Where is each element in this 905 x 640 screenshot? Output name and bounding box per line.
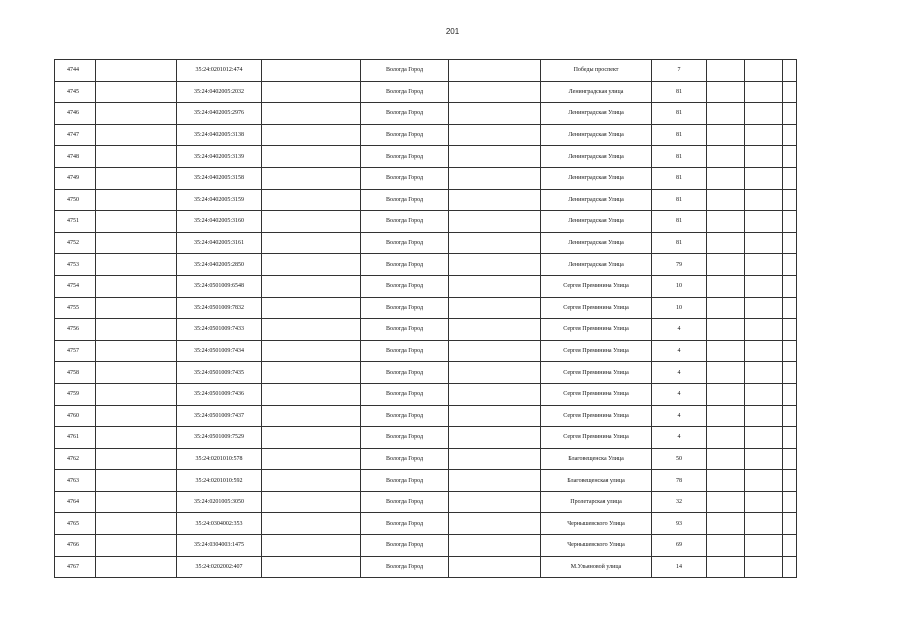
house-number-cell: 10 bbox=[652, 275, 707, 297]
locality-cell: Вологда Город bbox=[361, 556, 449, 578]
cadastral-number-cell: 35:24:0402005:3158 bbox=[177, 167, 262, 189]
cadastral-number-cell: 35:24:0501009:7832 bbox=[177, 297, 262, 319]
empty-cell bbox=[449, 167, 541, 189]
empty-cell bbox=[262, 211, 361, 233]
record-number-cell: 4759 bbox=[55, 383, 96, 405]
street-cell: Ленинградская Улица bbox=[541, 189, 652, 211]
record-number-cell: 4754 bbox=[55, 275, 96, 297]
empty-cell bbox=[96, 146, 177, 168]
empty-cell bbox=[783, 167, 797, 189]
empty-cell bbox=[96, 319, 177, 341]
empty-cell bbox=[262, 491, 361, 513]
empty-cell bbox=[745, 297, 783, 319]
empty-cell bbox=[783, 254, 797, 276]
empty-cell bbox=[707, 319, 745, 341]
locality-cell: Вологда Город bbox=[361, 189, 449, 211]
record-number-cell: 4750 bbox=[55, 189, 96, 211]
record-number-cell: 4745 bbox=[55, 81, 96, 103]
empty-cell bbox=[96, 167, 177, 189]
empty-cell bbox=[96, 103, 177, 125]
record-number-cell: 4748 bbox=[55, 146, 96, 168]
empty-cell bbox=[707, 297, 745, 319]
table-row bbox=[55, 189, 797, 211]
empty-cell bbox=[262, 470, 361, 492]
locality-cell: Вологда Город bbox=[361, 232, 449, 254]
record-number-cell: 4767 bbox=[55, 556, 96, 578]
empty-cell bbox=[449, 448, 541, 470]
empty-cell bbox=[745, 491, 783, 513]
record-number-cell: 4749 bbox=[55, 167, 96, 189]
street-cell: Пролетарская улица bbox=[541, 491, 652, 513]
table-row bbox=[55, 535, 797, 557]
empty-cell bbox=[96, 275, 177, 297]
empty-cell bbox=[745, 383, 783, 405]
empty-cell bbox=[449, 535, 541, 557]
empty-cell bbox=[262, 81, 361, 103]
empty-cell bbox=[449, 232, 541, 254]
empty-cell bbox=[707, 383, 745, 405]
locality-cell: Вологда Город bbox=[361, 60, 449, 82]
empty-cell bbox=[449, 124, 541, 146]
empty-cell bbox=[745, 232, 783, 254]
empty-cell bbox=[707, 556, 745, 578]
empty-cell bbox=[96, 448, 177, 470]
street-cell: Ленинградская Улица bbox=[541, 146, 652, 168]
house-number-cell: 81 bbox=[652, 167, 707, 189]
empty-cell bbox=[449, 81, 541, 103]
empty-cell bbox=[707, 405, 745, 427]
empty-cell bbox=[262, 254, 361, 276]
street-cell: Ленинградская Улица bbox=[541, 124, 652, 146]
table-row bbox=[55, 211, 797, 233]
house-number-cell: 81 bbox=[652, 81, 707, 103]
empty-cell bbox=[262, 427, 361, 449]
cadastral-number-cell: 35:24:0402005:2032 bbox=[177, 81, 262, 103]
empty-cell bbox=[96, 427, 177, 449]
cadastral-number-cell: 35:24:0501009:7434 bbox=[177, 340, 262, 362]
record-number-cell: 4766 bbox=[55, 535, 96, 557]
empty-cell bbox=[707, 232, 745, 254]
empty-cell bbox=[783, 124, 797, 146]
empty-cell bbox=[707, 211, 745, 233]
empty-cell bbox=[262, 103, 361, 125]
empty-cell bbox=[262, 146, 361, 168]
cadastral-number-cell: 35:24:0201005:3050 bbox=[177, 491, 262, 513]
locality-cell: Вологда Город bbox=[361, 146, 449, 168]
table-row bbox=[55, 275, 797, 297]
locality-cell: Вологда Город bbox=[361, 103, 449, 125]
cadastral-number-cell: 35:24:0501009:7433 bbox=[177, 319, 262, 341]
empty-cell bbox=[96, 513, 177, 535]
locality-cell: Вологда Город bbox=[361, 211, 449, 233]
empty-cell bbox=[707, 340, 745, 362]
empty-cell bbox=[449, 319, 541, 341]
table-row bbox=[55, 556, 797, 578]
record-number-cell: 4755 bbox=[55, 297, 96, 319]
empty-cell bbox=[707, 448, 745, 470]
street-cell: Ленинградская Улица bbox=[541, 167, 652, 189]
empty-cell bbox=[783, 448, 797, 470]
empty-cell bbox=[262, 189, 361, 211]
locality-cell: Вологда Город bbox=[361, 405, 449, 427]
empty-cell bbox=[783, 362, 797, 384]
table-body bbox=[55, 60, 797, 578]
empty-cell bbox=[449, 556, 541, 578]
empty-cell bbox=[783, 405, 797, 427]
empty-cell bbox=[707, 124, 745, 146]
empty-cell bbox=[745, 254, 783, 276]
cadastral-number-cell: 35:24:0501009:6548 bbox=[177, 275, 262, 297]
empty-cell bbox=[745, 405, 783, 427]
empty-cell bbox=[262, 60, 361, 82]
empty-cell bbox=[707, 362, 745, 384]
locality-cell: Вологда Город bbox=[361, 124, 449, 146]
empty-cell bbox=[707, 167, 745, 189]
locality-cell: Вологда Город bbox=[361, 319, 449, 341]
record-number-cell: 4744 bbox=[55, 60, 96, 82]
cadastral-number-cell: 35:24:0402005:3161 bbox=[177, 232, 262, 254]
cadastral-number-cell: 35:24:0402005:3138 bbox=[177, 124, 262, 146]
record-number-cell: 4757 bbox=[55, 340, 96, 362]
empty-cell bbox=[96, 232, 177, 254]
table-row bbox=[55, 60, 797, 82]
empty-cell bbox=[449, 103, 541, 125]
cadastral-number-cell: 35:24:0402005:2850 bbox=[177, 254, 262, 276]
house-number-cell: 81 bbox=[652, 232, 707, 254]
street-cell: Ленинградская Улица bbox=[541, 103, 652, 125]
empty-cell bbox=[783, 535, 797, 557]
house-number-cell: 81 bbox=[652, 124, 707, 146]
table-row bbox=[55, 513, 797, 535]
empty-cell bbox=[96, 124, 177, 146]
cadastral-number-cell: 35:24:0402005:3139 bbox=[177, 146, 262, 168]
house-number-cell: 81 bbox=[652, 189, 707, 211]
street-cell: М.Ульяновой улица bbox=[541, 556, 652, 578]
street-cell: Чернышевского Улица bbox=[541, 535, 652, 557]
locality-cell: Вологда Город bbox=[361, 340, 449, 362]
empty-cell bbox=[96, 470, 177, 492]
empty-cell bbox=[96, 340, 177, 362]
street-cell: Сергея Преминина Улица bbox=[541, 362, 652, 384]
table-row bbox=[55, 232, 797, 254]
house-number-cell: 32 bbox=[652, 491, 707, 513]
house-number-cell: 10 bbox=[652, 297, 707, 319]
locality-cell: Вологда Город bbox=[361, 535, 449, 557]
empty-cell bbox=[262, 383, 361, 405]
house-number-cell: 81 bbox=[652, 103, 707, 125]
street-cell: Благовещенская улица bbox=[541, 470, 652, 492]
empty-cell bbox=[262, 319, 361, 341]
empty-cell bbox=[96, 362, 177, 384]
empty-cell bbox=[262, 362, 361, 384]
empty-cell bbox=[96, 491, 177, 513]
empty-cell bbox=[262, 340, 361, 362]
empty-cell bbox=[449, 60, 541, 82]
empty-cell bbox=[449, 405, 541, 427]
house-number-cell: 78 bbox=[652, 470, 707, 492]
empty-cell bbox=[783, 103, 797, 125]
empty-cell bbox=[262, 297, 361, 319]
house-number-cell: 4 bbox=[652, 362, 707, 384]
empty-cell bbox=[783, 470, 797, 492]
empty-cell bbox=[262, 167, 361, 189]
empty-cell bbox=[96, 405, 177, 427]
street-cell: Чернышевского Улица bbox=[541, 513, 652, 535]
empty-cell bbox=[745, 189, 783, 211]
cadastral-number-cell: 35:24:0501009:7437 bbox=[177, 405, 262, 427]
table-row bbox=[55, 427, 797, 449]
house-number-cell: 81 bbox=[652, 211, 707, 233]
empty-cell bbox=[783, 275, 797, 297]
table-row bbox=[55, 383, 797, 405]
empty-cell bbox=[96, 211, 177, 233]
empty-cell bbox=[783, 427, 797, 449]
cadastral-number-cell: 35:24:0201010:578 bbox=[177, 448, 262, 470]
table-row bbox=[55, 362, 797, 384]
record-number-cell: 4756 bbox=[55, 319, 96, 341]
record-number-cell: 4746 bbox=[55, 103, 96, 125]
empty-cell bbox=[262, 405, 361, 427]
empty-cell bbox=[707, 103, 745, 125]
page-number: 201 bbox=[445, 27, 460, 36]
empty-cell bbox=[262, 275, 361, 297]
empty-cell bbox=[449, 470, 541, 492]
cadastral-number-cell: 35:24:0501009:7436 bbox=[177, 383, 262, 405]
street-cell: Ленинградская Улица bbox=[541, 232, 652, 254]
empty-cell bbox=[707, 470, 745, 492]
record-number-cell: 4764 bbox=[55, 491, 96, 513]
street-cell: Сергея Преминина Улица bbox=[541, 405, 652, 427]
cadastral-number-cell: 35:24:0402005:3159 bbox=[177, 189, 262, 211]
street-cell: Сергея Преминина Улица bbox=[541, 319, 652, 341]
empty-cell bbox=[707, 427, 745, 449]
empty-cell bbox=[707, 275, 745, 297]
table-row bbox=[55, 470, 797, 492]
table-row bbox=[55, 340, 797, 362]
empty-cell bbox=[707, 513, 745, 535]
empty-cell bbox=[745, 167, 783, 189]
street-cell: Сергея Преминина Улица bbox=[541, 340, 652, 362]
record-number-cell: 4758 bbox=[55, 362, 96, 384]
locality-cell: Вологда Город bbox=[361, 448, 449, 470]
locality-cell: Вологда Город bbox=[361, 491, 449, 513]
house-number-cell: 93 bbox=[652, 513, 707, 535]
empty-cell bbox=[96, 254, 177, 276]
table-row bbox=[55, 146, 797, 168]
empty-cell bbox=[783, 513, 797, 535]
empty-cell bbox=[707, 535, 745, 557]
empty-cell bbox=[783, 81, 797, 103]
record-number-cell: 4747 bbox=[55, 124, 96, 146]
street-cell: Сергея Преминина Улица bbox=[541, 275, 652, 297]
street-cell: Ленинградская Улица bbox=[541, 254, 652, 276]
empty-cell bbox=[449, 189, 541, 211]
empty-cell bbox=[707, 491, 745, 513]
house-number-cell: 7 bbox=[652, 60, 707, 82]
empty-cell bbox=[707, 189, 745, 211]
empty-cell bbox=[96, 297, 177, 319]
empty-cell bbox=[449, 275, 541, 297]
empty-cell bbox=[745, 427, 783, 449]
empty-cell bbox=[449, 427, 541, 449]
empty-cell bbox=[783, 232, 797, 254]
empty-cell bbox=[262, 535, 361, 557]
street-cell: Сергея Преминина Улица bbox=[541, 383, 652, 405]
empty-cell bbox=[783, 297, 797, 319]
cadastral-number-cell: 35:24:0501009:7435 bbox=[177, 362, 262, 384]
locality-cell: Вологда Город bbox=[361, 513, 449, 535]
empty-cell bbox=[96, 81, 177, 103]
empty-cell bbox=[449, 513, 541, 535]
record-number-cell: 4753 bbox=[55, 254, 96, 276]
table-row bbox=[55, 81, 797, 103]
empty-cell bbox=[262, 232, 361, 254]
empty-cell bbox=[745, 103, 783, 125]
table-row bbox=[55, 319, 797, 341]
empty-cell bbox=[783, 146, 797, 168]
empty-cell bbox=[745, 319, 783, 341]
empty-cell bbox=[707, 254, 745, 276]
empty-cell bbox=[449, 362, 541, 384]
house-number-cell: 4 bbox=[652, 319, 707, 341]
cadastral-number-cell: 35:24:0402005:2976 bbox=[177, 103, 262, 125]
empty-cell bbox=[783, 319, 797, 341]
locality-cell: Вологда Город bbox=[361, 427, 449, 449]
cadastral-number-cell: 35:24:0402005:3160 bbox=[177, 211, 262, 233]
record-number-cell: 4763 bbox=[55, 470, 96, 492]
empty-cell bbox=[449, 340, 541, 362]
empty-cell bbox=[783, 383, 797, 405]
table-row bbox=[55, 491, 797, 513]
house-number-cell: 4 bbox=[652, 427, 707, 449]
house-number-cell: 81 bbox=[652, 146, 707, 168]
empty-cell bbox=[745, 362, 783, 384]
empty-cell bbox=[745, 81, 783, 103]
empty-cell bbox=[745, 211, 783, 233]
empty-cell bbox=[745, 124, 783, 146]
record-number-cell: 4762 bbox=[55, 448, 96, 470]
table-row bbox=[55, 124, 797, 146]
table-row bbox=[55, 405, 797, 427]
empty-cell bbox=[449, 297, 541, 319]
cadastral-number-cell: 35:24:0501009:7529 bbox=[177, 427, 262, 449]
street-cell: Сергея Преминина Улица bbox=[541, 427, 652, 449]
empty-cell bbox=[745, 470, 783, 492]
empty-cell bbox=[783, 491, 797, 513]
street-cell: Победы проспект bbox=[541, 60, 652, 82]
house-number-cell: 4 bbox=[652, 340, 707, 362]
empty-cell bbox=[707, 81, 745, 103]
empty-cell bbox=[449, 491, 541, 513]
street-cell: Ленинградская Улица bbox=[541, 211, 652, 233]
cadastral-number-cell: 35:24:0304002:353 bbox=[177, 513, 262, 535]
table-row bbox=[55, 297, 797, 319]
empty-cell bbox=[745, 535, 783, 557]
empty-cell bbox=[745, 275, 783, 297]
empty-cell bbox=[783, 60, 797, 82]
empty-cell bbox=[783, 211, 797, 233]
record-number-cell: 4760 bbox=[55, 405, 96, 427]
empty-cell bbox=[449, 146, 541, 168]
locality-cell: Вологда Город bbox=[361, 383, 449, 405]
empty-cell bbox=[262, 556, 361, 578]
empty-cell bbox=[449, 211, 541, 233]
empty-cell bbox=[707, 146, 745, 168]
street-cell: Сергея Преминина Улица bbox=[541, 297, 652, 319]
house-number-cell: 14 bbox=[652, 556, 707, 578]
empty-cell bbox=[96, 556, 177, 578]
house-number-cell: 79 bbox=[652, 254, 707, 276]
locality-cell: Вологда Город bbox=[361, 254, 449, 276]
empty-cell bbox=[745, 513, 783, 535]
locality-cell: Вологда Город bbox=[361, 275, 449, 297]
house-number-cell: 69 bbox=[652, 535, 707, 557]
empty-cell bbox=[449, 254, 541, 276]
house-number-cell: 4 bbox=[652, 383, 707, 405]
empty-cell bbox=[745, 60, 783, 82]
cadastral-number-cell: 35:24:0202002:407 bbox=[177, 556, 262, 578]
locality-cell: Вологда Город bbox=[361, 81, 449, 103]
empty-cell bbox=[783, 189, 797, 211]
locality-cell: Вологда Город bbox=[361, 470, 449, 492]
empty-cell bbox=[707, 60, 745, 82]
empty-cell bbox=[262, 513, 361, 535]
table-row bbox=[55, 254, 797, 276]
empty-cell bbox=[783, 340, 797, 362]
empty-cell bbox=[783, 556, 797, 578]
table-row bbox=[55, 103, 797, 125]
locality-cell: Вологда Город bbox=[361, 362, 449, 384]
street-cell: Благовещенска Улица bbox=[541, 448, 652, 470]
house-number-cell: 50 bbox=[652, 448, 707, 470]
record-number-cell: 4765 bbox=[55, 513, 96, 535]
registry-table bbox=[54, 59, 797, 578]
locality-cell: Вологда Город bbox=[361, 167, 449, 189]
empty-cell bbox=[745, 556, 783, 578]
house-number-cell: 4 bbox=[652, 405, 707, 427]
record-number-cell: 4752 bbox=[55, 232, 96, 254]
table-row bbox=[55, 448, 797, 470]
street-cell: Ленинградская улица bbox=[541, 81, 652, 103]
record-number-cell: 4751 bbox=[55, 211, 96, 233]
empty-cell bbox=[96, 60, 177, 82]
empty-cell bbox=[262, 448, 361, 470]
empty-cell bbox=[449, 383, 541, 405]
empty-cell bbox=[96, 383, 177, 405]
locality-cell: Вологда Город bbox=[361, 297, 449, 319]
empty-cell bbox=[745, 146, 783, 168]
table-row bbox=[55, 167, 797, 189]
cadastral-number-cell: 35:24:0304003:1475 bbox=[177, 535, 262, 557]
empty-cell bbox=[96, 189, 177, 211]
cadastral-number-cell: 35:24:0201012:474 bbox=[177, 60, 262, 82]
empty-cell bbox=[262, 124, 361, 146]
empty-cell bbox=[745, 448, 783, 470]
record-number-cell: 4761 bbox=[55, 427, 96, 449]
cadastral-number-cell: 35:24:0201010:592 bbox=[177, 470, 262, 492]
empty-cell bbox=[96, 535, 177, 557]
empty-cell bbox=[745, 340, 783, 362]
